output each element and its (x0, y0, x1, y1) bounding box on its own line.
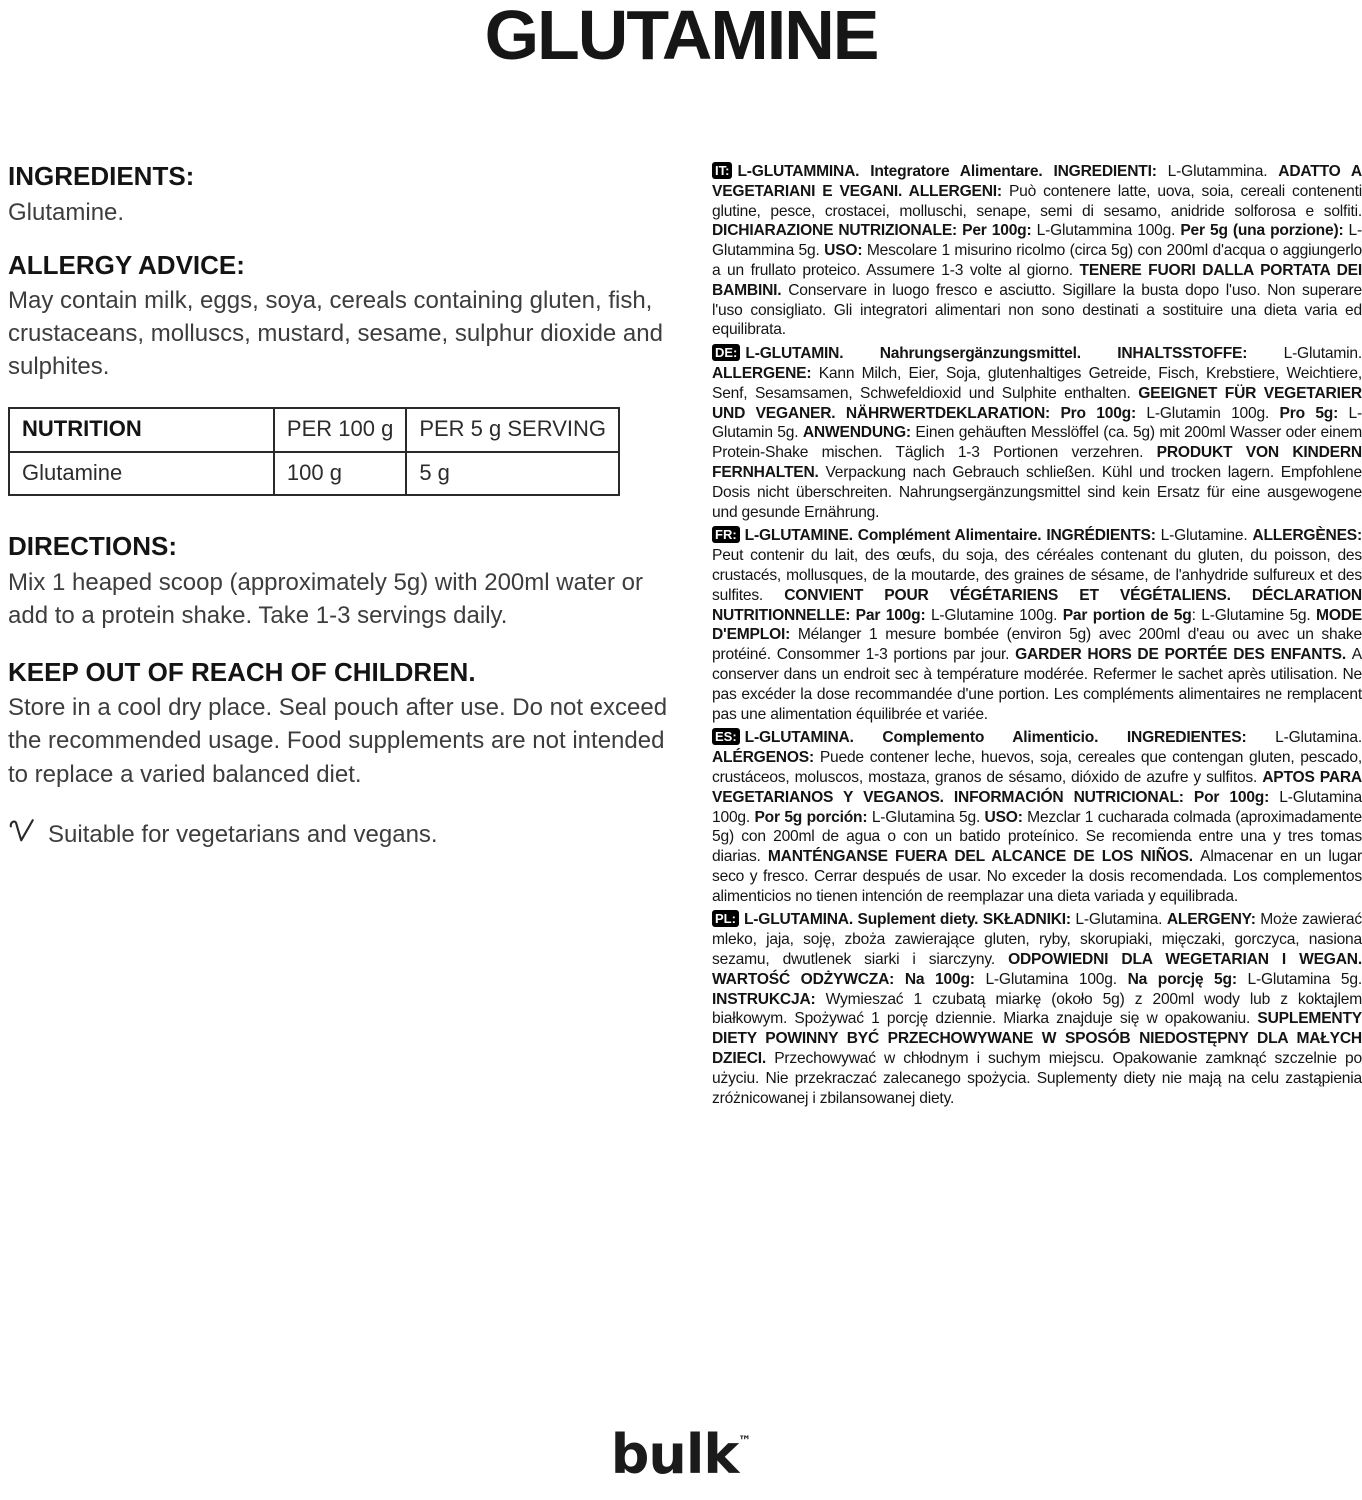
language-block-it (712, 162, 1362, 340)
language-text-segment: L-Glutamine 100g. (930, 606, 1063, 624)
language-text-segment: Może zawierać mleko, jaja, soję, zboża zawierające gluten, ryby, skorupiaki, mięczaki, gorczyca, nasiona sezamu, dwutlenek siarki i siarczyny. (712, 911, 1362, 969)
language-text-segment: Mélanger 1 mesure bombée (environ 5g) avec 200ml d'eau ou avec un shake protéiné. Consommer 1-3 portions par jour. (712, 626, 1362, 664)
language-text-segment: Por 5g porción: (754, 808, 872, 826)
language-text-segment: Puede contener leche, huevos, soja, cereales que contengan gluten, pescado, crustáceos, moluscos, mostaza, granos de sésamo, dióxido de azufre y sulfitos. (712, 749, 1362, 786)
language-badge-es: ES: (712, 728, 740, 745)
language-text-segment: A conserver dans un endroit sec à température modérée. Refermer le sachet après utilisation. Ne pas excéder la dose recommandée d'une portion. Les compléments alimentaires ne remplacent pas une alimentation équilibrée et variée. (712, 646, 1362, 723)
language-text-segment: USO: (824, 242, 867, 260)
language-text-segment: Verpackung nach Gebrauch schließen. Kühl und trocken lagern. Empfohlene Dosis nicht überschreiten. Nahrungsergänzungsmittel sind kein Ersatz für eine ausgewogene und gesunde Ernährung. (712, 463, 1362, 521)
language-text-segment: : L-Glutamine 5g. (1191, 606, 1317, 624)
language-text-segment: ODPOWIEDNI DLA WEGETARIAN I WEGAN. WARTOŚĆ ODŻYWCZA: Na 100g: (712, 951, 1362, 988)
language-text-segment: Conservare in luogo fresco e asciutto. Sigillare la busta dopo l'uso. Non superare l'uso consigliato. Gli integratori alimentari non sono destinati a sostituire una dieta varia ed equilibrata. (712, 281, 1362, 339)
nutrition-header-per100g: PER 100 g (274, 408, 406, 451)
vegetarian-note-row (8, 815, 668, 854)
directions-heading: DIRECTIONS: (8, 531, 177, 562)
language-text-segment: L-Glutamin 5g. (712, 404, 1362, 442)
language-block-es (712, 728, 1362, 906)
language-text-segment: L-Glutammina. (1167, 163, 1279, 180)
language-text-segment: PRODUKT VON KINDERN FERNHALTEN. (712, 444, 1362, 481)
table-row (9, 452, 619, 495)
language-text-segment: L-GLUTAMINE. Complément Alimentaire. INGRÉDIENTS: (744, 527, 1161, 545)
ingredients-body: Glutamine. (8, 198, 125, 226)
language-text-segment: Kann Milch, Eier, Soja, glutenhaltiges Getreide, Fisch, Krebstiere, Weichtiere, Senf, Sesamsamen, Schwefeldioxid und Sulphite enthalten. (712, 364, 1362, 402)
language-text-segment: TENERE FUORI DALLA PORTATA DEI BAMBINI. (712, 261, 1362, 299)
language-text-segment: L-Glutammina 100g. (1036, 222, 1181, 240)
language-text-segment: Einen gehäuften Messlöffel (ca. 5g) mit 200ml Wasser oder einem Protein-Shake mischen. Täglich 1-3 Portionen verzehren. (712, 424, 1362, 462)
trademark-symbol: ™ (738, 1434, 752, 1449)
language-block-de (712, 344, 1362, 522)
allergy-body: May contain milk, eggs, soya, cereals containing gluten, fish, crustaceans, molluscs, mustard, sesame, sulphur dioxide and sulphites. (8, 287, 663, 381)
language-text-segment: L-Glutamina 100g. (985, 970, 1128, 988)
language-text-segment: L-Glutamina 5g. (1247, 970, 1362, 988)
language-text-segment: USO: (984, 808, 1028, 826)
nutrition-header-perserving: PER 5 g SERVING (406, 408, 619, 451)
nutrition-cell-perserving: 5 g (406, 452, 619, 495)
nutrition-cell-per100g: 100 g (274, 452, 406, 495)
language-text-segment: Può contenere latte, uova, soia, cereali contenenti glutine, pesce, crostacei, molluschi, senape, semi di sesamo, anidride solforosa e solfiti. (712, 182, 1362, 220)
english-panel (8, 160, 668, 854)
language-badge-fr: FR: (712, 526, 740, 543)
language-badge-de: DE: (712, 344, 740, 361)
language-text-segment: Wymieszać 1 czubatą miarkę (około 5g) z 200ml wody lub z koktajlem białkowym. Spożywać 1 porcję dziennie. Miarka znajduje się w opakowaniu. (712, 990, 1362, 1028)
language-text-segment: ADATTO A VEGETARIANI E VEGANI. ALLERGENI: (712, 163, 1362, 200)
language-text-segment: Par portion de 5g (1062, 606, 1192, 624)
language-text-segment: APTOS PARA VEGETARIANOS Y VEGANOS. INFORMACIÓN NUTRICIONAL: Por 100g: (712, 768, 1362, 806)
language-text-segment: MANTÉNGANSE FUERA DEL ALCANCE DE LOS NIÑOS. (767, 848, 1201, 866)
language-text-segment: Przechowywać w chłodnym i suchym miejscu. Opakowanie zamknąć szczelnie po użyciu. Nie przekraczać zalecanego spożycia. Suplementy diety nie mają na celu zastąpienia zróżnicowanej i zbilansowanej diety. (712, 1050, 1362, 1107)
language-text-segment: ALÉRGENOS: (712, 749, 820, 767)
language-text-segment: L-Glutamine. (1160, 527, 1253, 545)
language-text-segment: GARDER HORS DE PORTÉE DES ENFANTS. (1015, 646, 1352, 664)
language-block-fr (712, 526, 1362, 724)
nutrition-cell-name: Glutamine (9, 452, 274, 495)
language-text-segment: Pro 5g: (1279, 404, 1349, 422)
language-text-segment: L-Glutamina 100g. (712, 788, 1362, 826)
vegetarian-note-text: Suitable for vegetarians and vegans. (48, 820, 438, 848)
language-text-segment: Almacenar en un lugar seco y fresco. Cerrar después de usar. No exceder la dosis recomendada. Los complementos alimenticios no tienen intención de reemplazar una dieta variada y equilibrada. (712, 848, 1362, 905)
language-text-segment: L-Glutamin. (1283, 345, 1362, 363)
language-text-segment: SUPLEMENTY DIETY POWINNY BYĆ PRZECHOWYWANE W SPOSÓB NIEDOSTĘPNY DLA MAŁYCH DZIECI. (712, 1010, 1362, 1068)
language-text-segment: L-Glutamina 5g. (871, 808, 985, 826)
vegetarian-v-icon (8, 817, 36, 854)
language-text-segment: L-GLUTAMINA. Complemento Alimenticio. INGREDIENTES: (744, 729, 1276, 747)
language-text-segment: GEEIGNET FÜR VEGETARIER UND VEGANER. NÄHRWERTDEKLARATION: Pro 100g: (712, 384, 1362, 422)
keep-out-of-reach-heading: KEEP OUT OF REACH OF CHILDREN. (8, 656, 476, 687)
language-text-segment: L-GLUTAMMINA. Integratore Alimentare. INGREDIENTI: (737, 163, 1168, 180)
language-text-segment: L-Glutamina. (1075, 911, 1167, 929)
language-text-segment: L-GLUTAMIN. Nahrungsergänzungsmittel. INHALTSSTOFFE: (745, 345, 1284, 363)
nutrition-table (8, 407, 620, 496)
language-text-segment: Per 5g (una porzione): (1180, 222, 1349, 240)
nutrition-header-row (9, 408, 619, 451)
language-text-segment: ALLERGENE: (712, 364, 819, 382)
language-badge-it: IT: (712, 162, 732, 179)
ingredients-heading: INGREDIENTS: (8, 161, 195, 191)
language-text-segment: L-GLUTAMINA. Suplement diety. SKŁADNIKI: (743, 911, 1076, 929)
language-text-segment: DICHIARAZIONE NUTRIZIONALE: Per 100g: (712, 222, 1037, 240)
language-text-segment: ANWENDUNG: (802, 424, 916, 442)
language-text-segment: Peut contenir du lait, des œufs, du soja, des céréales contenant du gluten, du poisson, des crustacés, mollusques, de la moutarde, des graines de sésame, de l'anhydride sulfureux et des sulfites. (712, 547, 1362, 604)
language-text-segment: L-Glutamina. (1275, 729, 1362, 747)
language-text-segment: ALLERGÈNES: (1252, 527, 1362, 545)
language-text-segment: L-Glutammina 5g. (712, 222, 1362, 260)
language-text-segment: ALERGENY: (1166, 911, 1261, 929)
language-text-segment: Mescolare 1 misurino ricolmo (circa 5g) con 200ml d'acqua o aggiungerlo a un frullato proteico. Assumere 1-3 volte al giorno. (712, 242, 1362, 279)
directions-body: Mix 1 heaped scoop (approximately 5g) with 200ml water or add to a protein shake. Take 1-3 servings daily. (8, 568, 643, 629)
storage-body: Store in a cool dry place. Seal pouch after use. Do not exceed the recommended usage. Food supplements are not intended to replace a varied balanced diet. (8, 694, 668, 788)
nutrition-header-name: NUTRITION (9, 408, 274, 451)
language-text-segment: L-Glutamin 100g. (1146, 404, 1280, 422)
language-text-segment: Na porcję 5g: (1127, 970, 1248, 988)
language-text-segment: MODE D'EMPLOI: (712, 606, 1362, 644)
language-text-segment: INSTRUKCJA: (712, 990, 826, 1008)
allergy-heading: ALLERGY ADVICE: (8, 249, 245, 280)
language-text-segment: CONVIENT POUR VÉGÉTARIENS ET VÉGÉTALIENS. DÉCLARATION NUTRITIONNELLE: Par 100g: (712, 586, 1362, 624)
language-block-pl (712, 910, 1362, 1108)
language-blocks (712, 162, 1362, 1112)
language-badge-pl: PL: (712, 910, 739, 927)
brand-logo (0, 1423, 1362, 1486)
product-title: GLUTAMINE (484, 0, 878, 74)
brand-logo-text: bulk (610, 1423, 739, 1486)
language-text-segment: Mezclar 1 cucharada colmada (aproximadamente 5g) con 200ml de agua o con un batido proteínico. Se recomienda entre una y tres tomas diarias. (712, 808, 1362, 866)
